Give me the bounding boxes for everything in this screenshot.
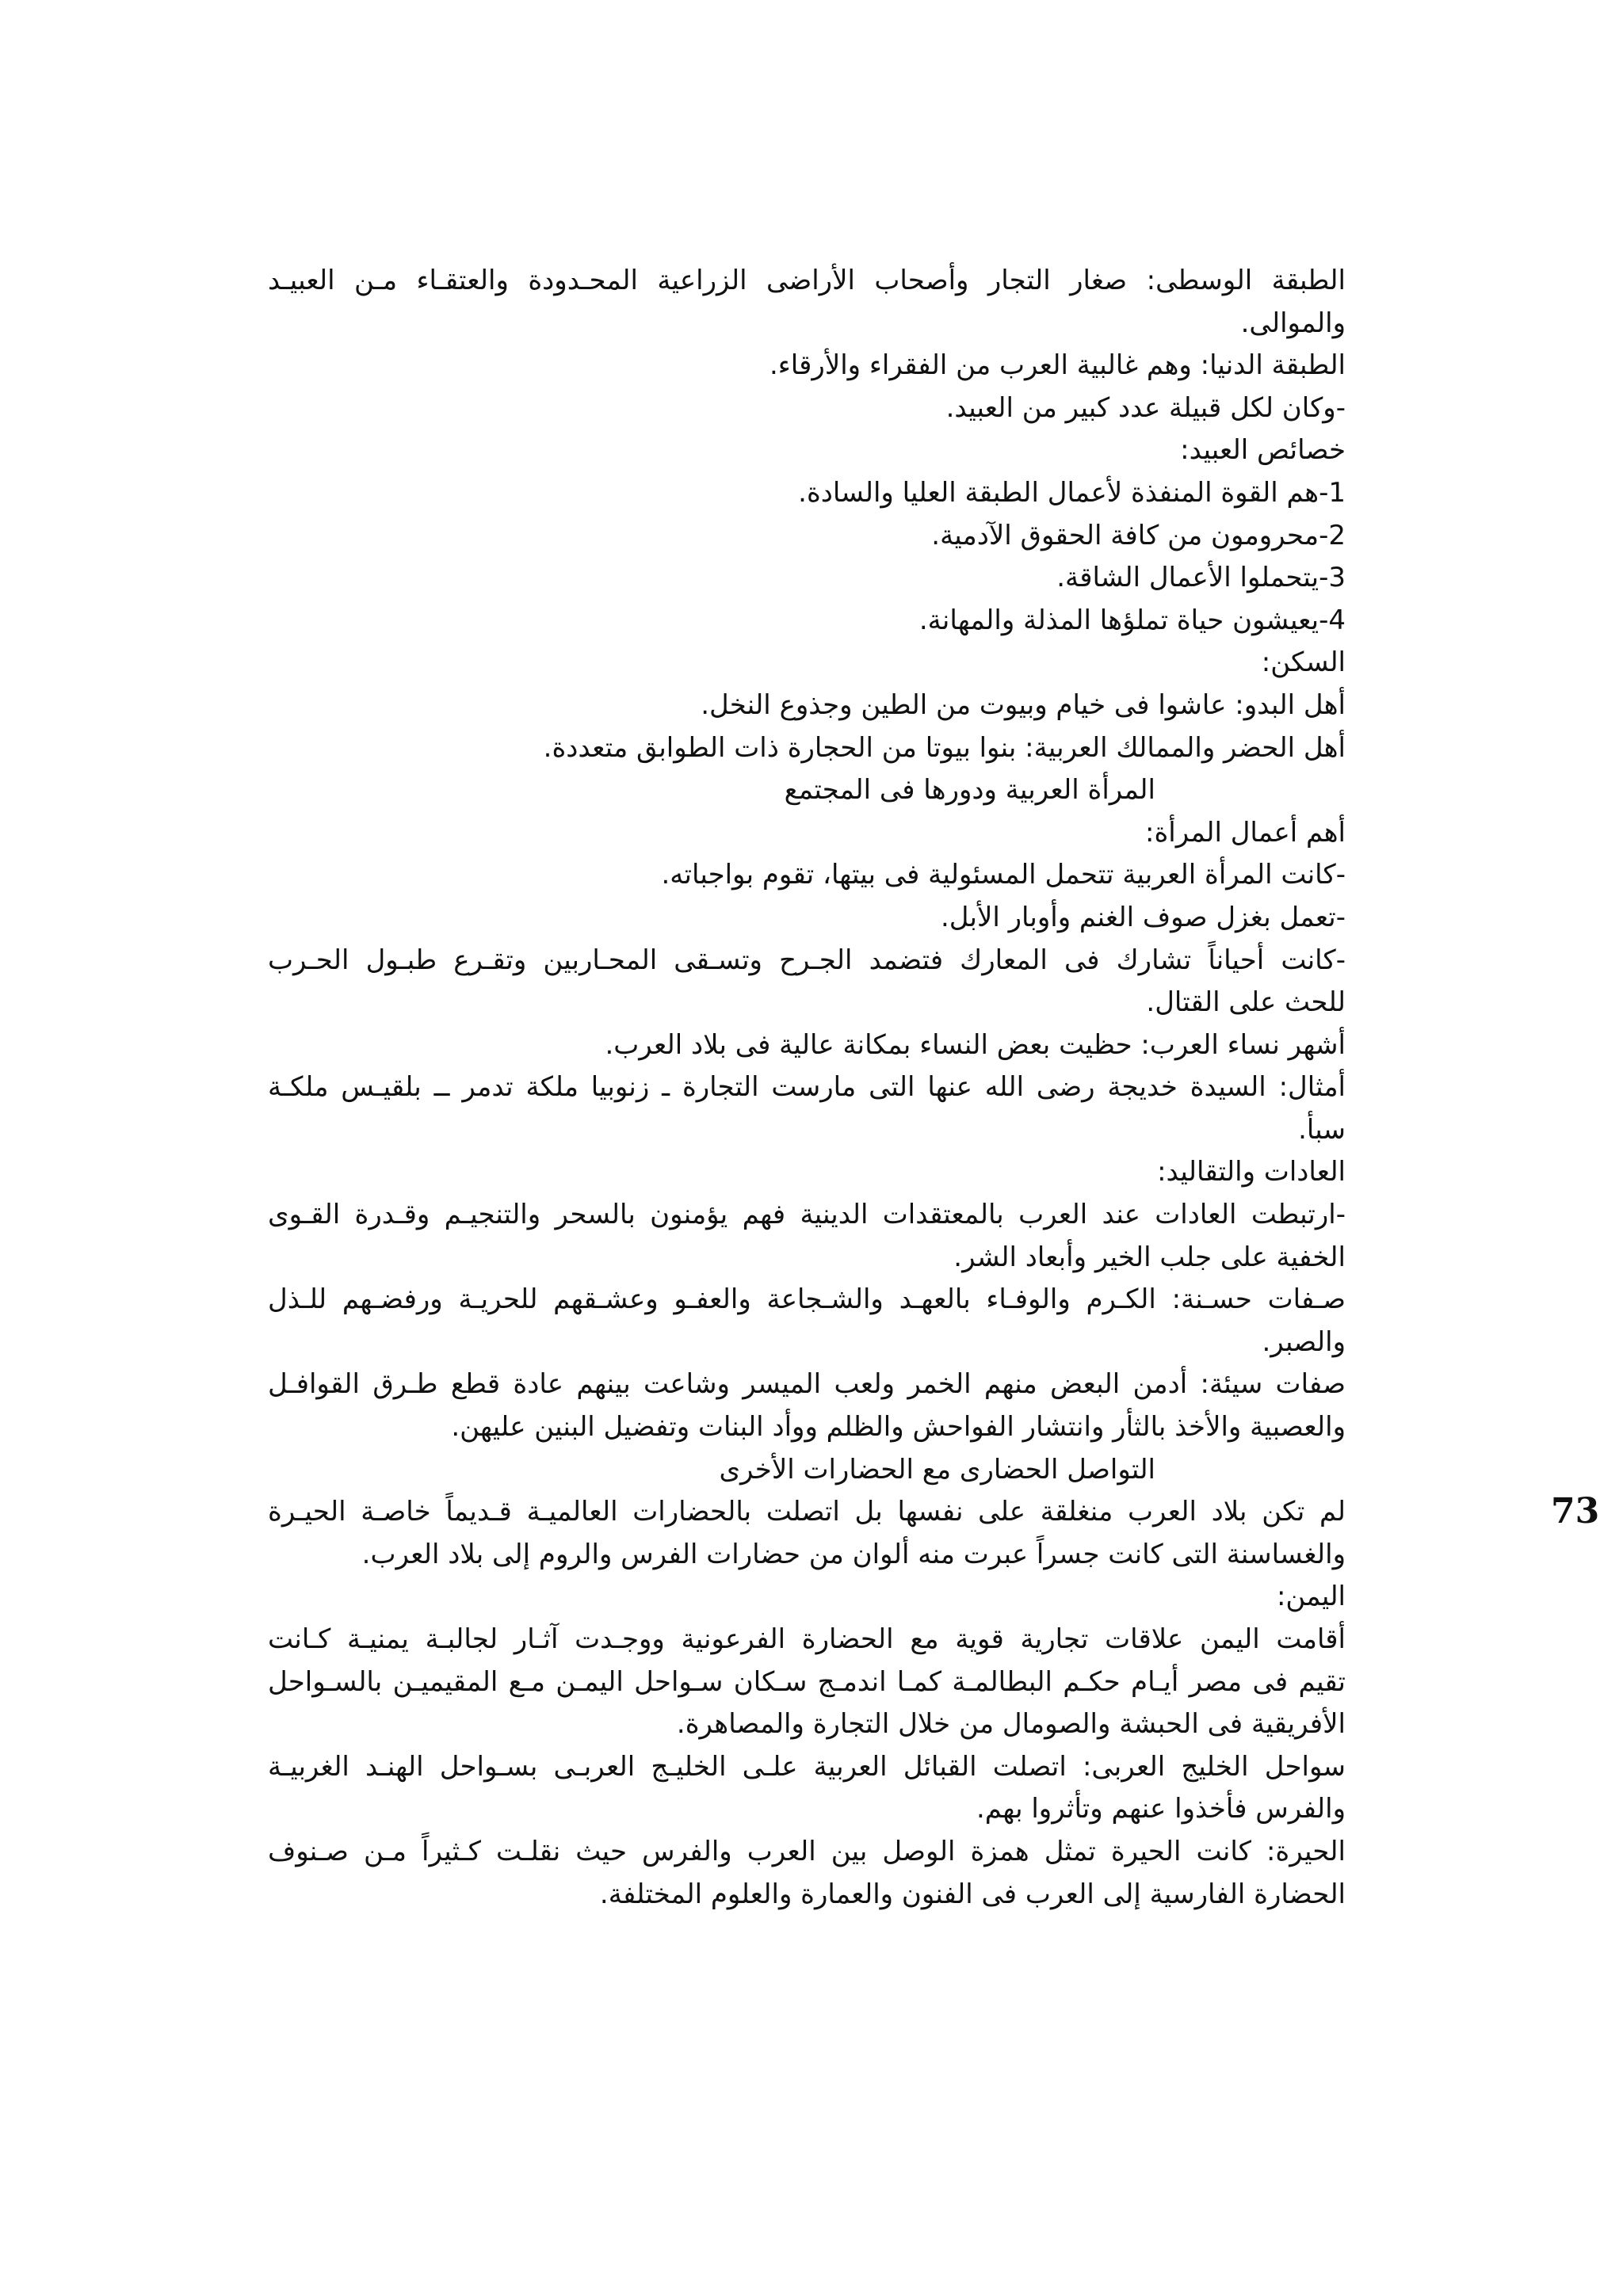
text-line: الحضارة الفارسية إلى العرب فى الفنون والعمارة والعلوم المختلفة. [599,1878,1346,1910]
text-line: -وكان لكل قبيلة عدد كبير من العبيد. [945,391,1346,424]
text-line: خصائص العبيد: [1180,434,1346,467]
text-line: أهم أعمال المرأة: [1144,816,1346,849]
text-line: أهل الحضر والممالك العربية: بنوا بيوتا من الحجارة ذات الطوابق متعددة. [543,731,1346,764]
text-line: العادات والتقاليد: [1157,1156,1346,1188]
text-line: الطبقة الوسطى: صغار التجار وأصحاب الأراضى الزراعية المحـدودة والعتقـاء مـن العبيـد [268,265,1346,296]
text-line: للحث على القتال. [1146,986,1346,1019]
text-line: الطبقة الدنيا: وهم غالبية العرب من الفقراء والأرقاء. [769,349,1346,382]
text-line: سواحل الخليج العربى: اتصلت القبائل العربية علـى الخليـج العربـى بسـواحل الهنـد الغربيـة [268,1750,1346,1783]
text-line: صفات سيئة: أدمن البعض منهم الخمر ولعب الميسر وشاعت بينهم عادة قطع طـرق القوافـل [268,1368,1346,1401]
text-line: 1-هم القوة المنفذة لأعمال الطبقة العليا والسادة. [798,476,1346,509]
text-line: أقامت اليمن علاقات تجارية قوية مع الحضارة الفرعونية ووجـدت آثـار لجالبـة يمنيـة كـانت [268,1623,1346,1655]
text-line: والصبر. [1262,1325,1346,1358]
text-line: والفرس فأخذوا عنهم وتأثروا بهم. [976,1793,1346,1825]
text-line: والموالى. [1240,307,1346,339]
text-line: الحيرة: كانت الحيرة تمثل همزة الوصل بين العرب والفرس حيث نقلـت كـثيراً مـن صـنوف [268,1835,1346,1867]
text-line: -كانت المرأة العربية تتحمل المسئولية فى بيتها، تقوم بواجباته. [661,859,1346,891]
section-heading: المرأة العربية ودورها فى المجتمع [784,774,1155,807]
page-number: 73 [1551,1491,1600,1531]
text-line: الخفية على جلب الخير وأبعاد الشر. [953,1241,1346,1273]
text-line: سبأ. [1298,1113,1346,1146]
text-line: أمثال: السيدة خديجة رضى الله عنها التى مارست التجارة ـ زنوبيا ملكة تدمر ــ بلقيـس ملكـة [268,1071,1346,1104]
text-line: 4-يعيشون حياة تملؤها المذلة والمهانة. [918,604,1346,636]
text-line: تقيم فى مصر أيـام حكـم البطالمـة كمـا اندمـج سـكان سـواحل اليمـن مـع المقيميـن بالسـواحل [268,1665,1346,1698]
text-line: لم تكن بلاد العرب منغلقة على نفسها بل اتصلت بالحضارات العالميـة قـديماً خاصـة الحيـرة [268,1496,1346,1528]
body-text [268,260,1346,1916]
text-line: -ارتبطت العادات عند العرب بالمعتقدات الدينية فهم يؤمنون بالسحر والتنجيـم وقـدرة القـوى [268,1199,1346,1231]
text-line: أشهر نساء العرب: حظيت بعض النساء بمكانة عالية فى بلاد العرب. [605,1028,1346,1061]
text-line: 3-يتحملوا الأعمال الشاقة. [1056,562,1346,594]
text-line: 2-محرومون من كافة الحقوق الآدمية. [931,519,1346,551]
text-line: صـفات حسـنة: الكـرم والوفـاء بالعهـد والشـجاعة والعفـو وعشـقهم للحريـة ورفضـهم للـذل [268,1283,1346,1316]
text-line: والعصبية والأخذ بالثأر وانتشار الفواحش والظلم ووأد البنات وتفضيل البنين عليهن. [451,1411,1346,1444]
text-line: -تعمل بغزل صوف الغنم وأوبار الأبل. [940,901,1346,933]
section-heading: التواصل الحضارى مع الحضارات الأخرى [719,1453,1155,1486]
text-line: -كانت أحياناً تشارك فى المعارك فتضمد الجـرح وتسـقى المحـاربين وتقـرع طبـول الحـرب [268,944,1346,976]
text-line: الأفريقية فى الحبشة والصومال من خلال التجارة والمصاهرة. [676,1708,1346,1741]
text-line: اليمن: [1276,1581,1346,1613]
text-line: السكن: [1261,646,1346,679]
text-line: أهل البدو: عاشوا فى خيام وبيوت من الطين وجذوع النخل. [701,688,1346,721]
text-line: والغساسنة التى كانت جسراً عبرت منه ألوان من حضارات الفرس والروم إلى بلاد العرب. [361,1538,1346,1570]
